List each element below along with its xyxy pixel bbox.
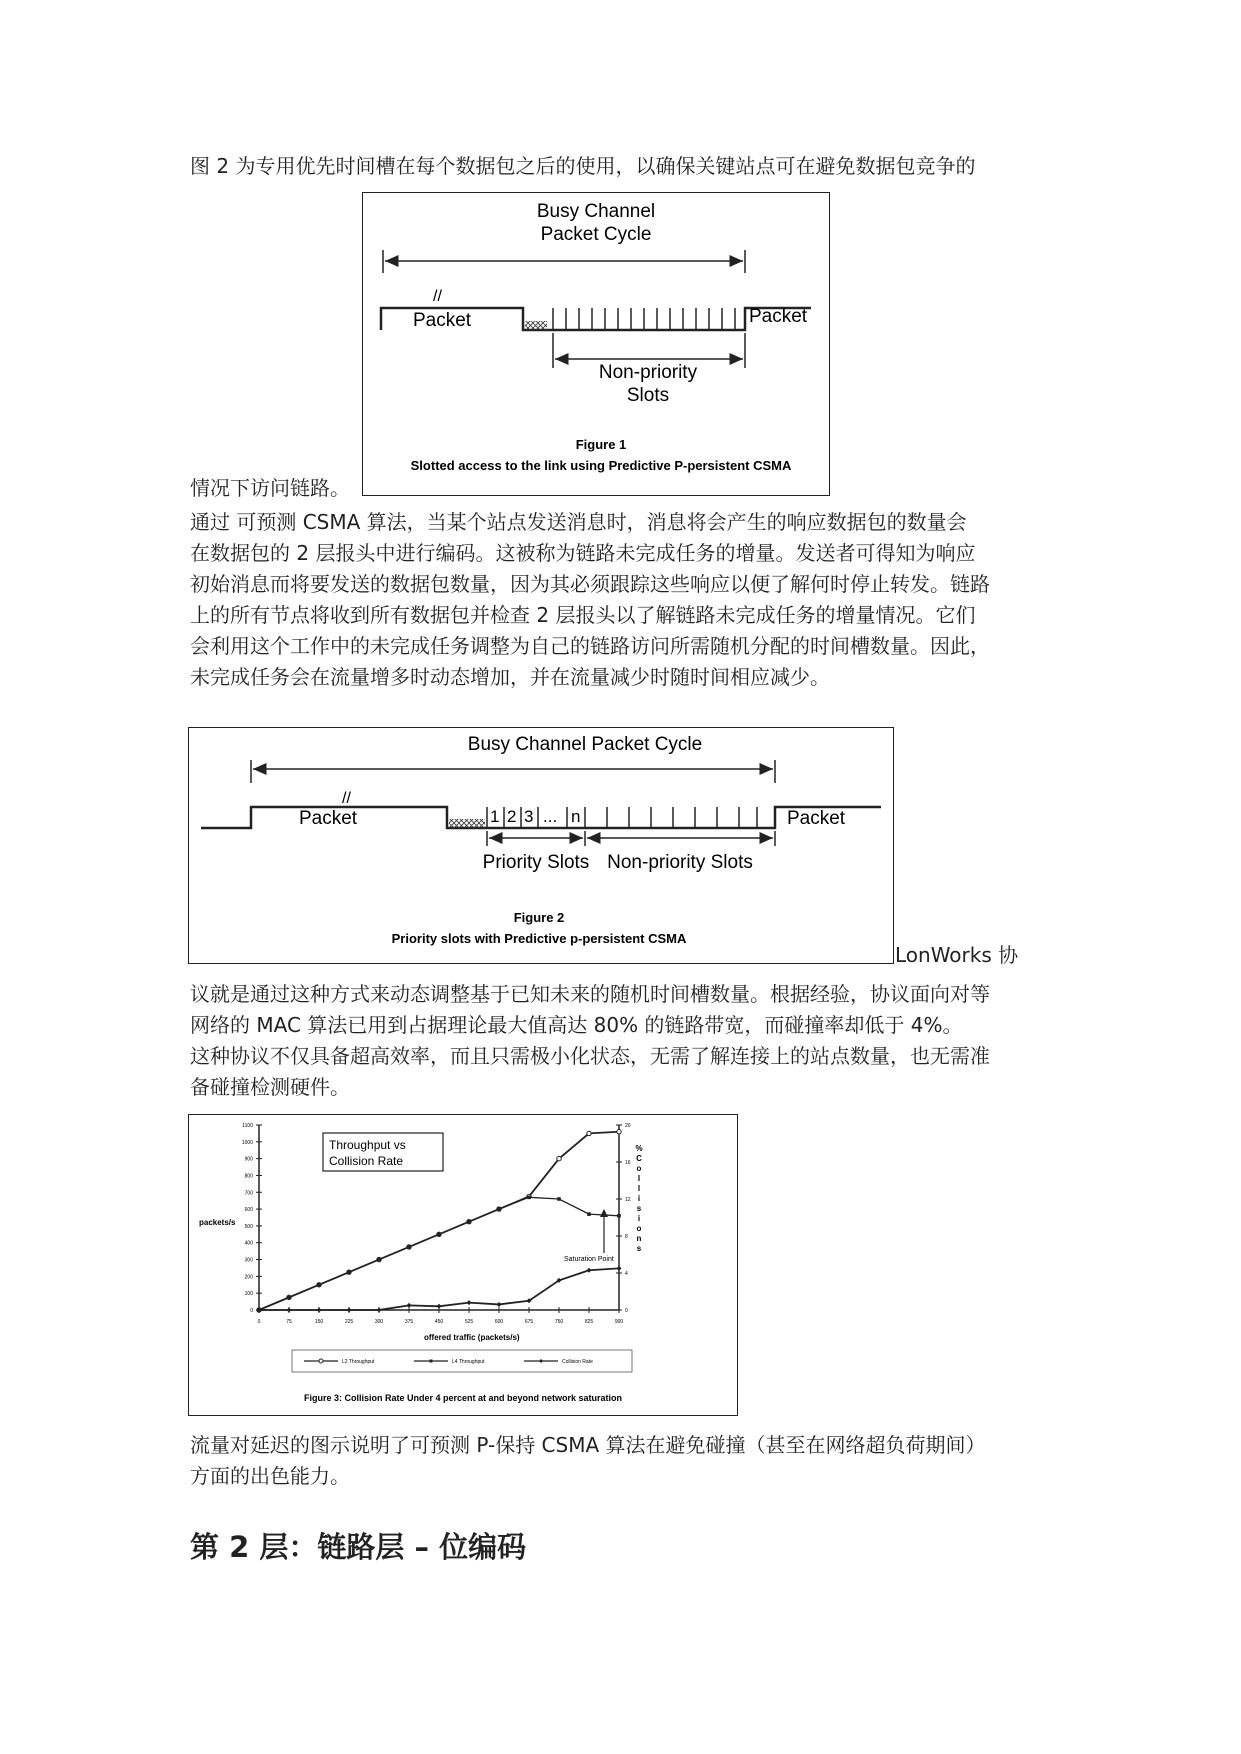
figure-1-slots bbox=[553, 308, 735, 330]
figure-1-title-line1: Busy Channel bbox=[536, 201, 656, 222]
chart-y2-label-char: s bbox=[636, 1244, 642, 1253]
chart-y-tick-label: 700 bbox=[244, 1190, 253, 1197]
figure-1-diagram bbox=[363, 193, 829, 495]
chart-x-tick-label: 525 bbox=[464, 1319, 474, 1325]
chart-point bbox=[497, 1207, 501, 1211]
chart-x-tick-label: 0 bbox=[257, 1319, 261, 1325]
lonworks-tail: LonWorks 协 bbox=[895, 943, 1019, 967]
chart-y2-tick-label: 20 bbox=[625, 1123, 631, 1129]
chart-point bbox=[467, 1300, 472, 1305]
chart-x-tick-label: 675 bbox=[524, 1319, 534, 1325]
chart-point bbox=[557, 1197, 561, 1201]
chart-point bbox=[347, 1308, 352, 1313]
chart-x-tick-label: 450 bbox=[434, 1319, 444, 1325]
figure-2-slot-label: n bbox=[571, 807, 581, 826]
figure-1-title-line2: Packet Cycle bbox=[540, 224, 652, 245]
chart-x-tick-label: 75 bbox=[286, 1319, 292, 1325]
chart-x-tick-label: 900 bbox=[614, 1319, 624, 1325]
figure-2-packet-right: Packet bbox=[787, 808, 846, 829]
chart-y-label: packets/s bbox=[199, 1218, 236, 1227]
chart-point bbox=[497, 1302, 502, 1307]
chart-point bbox=[617, 1214, 621, 1218]
chart-title: Throughput vs bbox=[329, 1138, 406, 1152]
figure-2-title: Busy Channel Packet Cycle bbox=[467, 734, 703, 755]
paragraph-4 bbox=[190, 1430, 1070, 1492]
figure-2-packet-left: Packet bbox=[299, 808, 358, 829]
chart-x-tick-label: 150 bbox=[314, 1319, 324, 1325]
figure-2-slot-label: 1 bbox=[490, 807, 500, 826]
chart-y-tick-label: 800 bbox=[244, 1173, 253, 1180]
chart-y2-label-char: s bbox=[636, 1204, 642, 1213]
chart-x-tick-label: 825 bbox=[584, 1319, 594, 1325]
chart-annotation: Saturation Point bbox=[564, 1256, 614, 1263]
figure-1-nonpriority-line1: Non-priority bbox=[598, 362, 698, 383]
chart-y2-tick-label: 16 bbox=[625, 1160, 631, 1166]
chart-point bbox=[407, 1245, 411, 1249]
chart-x-tick-label: 375 bbox=[404, 1319, 414, 1325]
figure-2-caption-text: Priority slots with Predictive p-persistent CSMA bbox=[391, 931, 687, 946]
chart-point bbox=[617, 1266, 622, 1271]
paragraph-3-line: 网络的 MAC 算法已用到占据理论最大值高达 80% 的链路带宽，而碰撞率却低于 4%。 bbox=[190, 1013, 963, 1037]
figure-1 bbox=[362, 192, 830, 496]
saturation-arrowhead bbox=[600, 1209, 608, 1217]
chart-y2-tick-label: 0 bbox=[625, 1308, 628, 1314]
chart-y2-label-char: l bbox=[637, 1174, 641, 1183]
paragraph-3 bbox=[190, 979, 1070, 1103]
chart-point bbox=[587, 1212, 591, 1216]
svg-text://: // bbox=[342, 790, 351, 807]
paragraph-3-line: 这种协议不仅具备超高效率，而且只需极小化状态，无需了解连接上的站点数量，也无需准 bbox=[190, 1044, 990, 1068]
chart-y-tick-label: 1000 bbox=[241, 1139, 253, 1146]
figure-1-packet-left: Packet bbox=[413, 310, 472, 331]
chart-x-label: offered traffic (packets/s) bbox=[424, 1333, 520, 1342]
paragraph-2-line: 在数据包的 2 层报头中进行编码。这被称为链路未完成任务的增量。发送者可得知为响应 bbox=[190, 541, 976, 565]
chart-point bbox=[377, 1258, 381, 1262]
chart-x-tick-label: 225 bbox=[344, 1319, 354, 1325]
chart-series-line bbox=[259, 1197, 619, 1310]
chart-y2-label-char: o bbox=[636, 1224, 642, 1233]
chart-point bbox=[287, 1308, 292, 1313]
chart-y2-label-char: i bbox=[637, 1194, 641, 1203]
svg-text://: // bbox=[433, 288, 442, 305]
figure-2-slot-label: 2 bbox=[507, 807, 517, 826]
chart-legend-marker bbox=[319, 1359, 323, 1363]
paragraph-3-line: 备碰撞检测硬件。 bbox=[190, 1075, 350, 1099]
chart-point bbox=[527, 1196, 531, 1200]
figure-2-slot-label: ... bbox=[543, 807, 558, 826]
figure-2-caption-title: Figure 2 bbox=[513, 910, 565, 925]
chart-y2-tick-label: 8 bbox=[625, 1234, 628, 1240]
figure-2-slot-label: 3 bbox=[524, 807, 534, 826]
chart-y-tick-label: 500 bbox=[244, 1223, 253, 1230]
paragraph-2 bbox=[190, 507, 1070, 693]
chart-y2-label-char: o bbox=[636, 1164, 642, 1173]
intro-line: 图 2 为专用优先时间槽在每个数据包之后的使用，以确保关键站点可在避免数据包竞争的 bbox=[190, 154, 976, 178]
figure-1-nonpriority-line2: Slots bbox=[626, 385, 670, 406]
throughput-chart bbox=[189, 1115, 737, 1415]
paragraph-2-line: 未完成任务会在流量增多时动态增加，并在流量减少时随时间相应减少。 bbox=[190, 665, 830, 689]
chart-point bbox=[587, 1268, 592, 1273]
figure-2 bbox=[188, 727, 894, 964]
chart-y2-label-char: % bbox=[635, 1144, 643, 1153]
chart-y-tick-label: 300 bbox=[244, 1257, 253, 1264]
figure-2-priority-label: Priority Slots bbox=[482, 852, 590, 873]
chart-y2-label-char: n bbox=[636, 1234, 642, 1243]
chart-series-line bbox=[259, 1268, 619, 1310]
figure-3 bbox=[188, 1114, 738, 1416]
chart-point bbox=[377, 1308, 382, 1313]
chart-point bbox=[317, 1308, 322, 1313]
chart-point bbox=[437, 1233, 441, 1237]
chart-x-tick-label: 750 bbox=[554, 1319, 564, 1325]
intro-tail: 情况下访问链路。 bbox=[190, 476, 350, 500]
chart-y2-label bbox=[635, 1144, 642, 1253]
chart-y2-tick-label: 4 bbox=[625, 1271, 628, 1277]
chart-point bbox=[317, 1283, 321, 1287]
chart-y2-label-char: i bbox=[637, 1214, 641, 1223]
chart-point bbox=[437, 1304, 442, 1309]
chart-x-tick-label: 600 bbox=[494, 1319, 504, 1325]
chart-point bbox=[287, 1296, 291, 1300]
chart-point bbox=[617, 1130, 621, 1134]
paragraph-4-line: 方面的出色能力。 bbox=[190, 1464, 350, 1488]
chart-y-tick-label: 900 bbox=[244, 1156, 253, 1163]
chart-legend-label: L4 Throughput bbox=[452, 1359, 485, 1365]
paragraph-3-line: 议就是通过这种方式来动态调整基于已知未来的随机时间槽数量。根据经验，协议面向对等 bbox=[190, 982, 990, 1006]
chart-point bbox=[587, 1131, 591, 1135]
chart-caption: Figure 3: Collision Rate Under 4 percent at and beyond network saturation bbox=[303, 1393, 623, 1403]
chart-y-tick-label: 100 bbox=[244, 1291, 253, 1298]
section-heading: 第 2 层：链路层 – 位编码 bbox=[190, 1530, 527, 1564]
chart-legend-label: Collision Rate bbox=[562, 1359, 593, 1365]
chart-y2-ticks bbox=[616, 1123, 631, 1314]
chart-point bbox=[347, 1270, 351, 1274]
chart-point bbox=[407, 1303, 412, 1308]
chart-point bbox=[467, 1220, 471, 1224]
figure-2-diagram bbox=[189, 728, 893, 963]
chart-y-tick-label: 200 bbox=[244, 1274, 253, 1281]
figure-2-nonpriority-label: Non-priority Slots bbox=[607, 852, 753, 873]
paragraph-2-line: 会利用这个工作中的未完成任务调整为自己的链路访问所需随机分配的时间槽数量。因此， bbox=[190, 634, 990, 658]
chart-y-tick-label: 400 bbox=[244, 1240, 253, 1247]
paragraph-4-line: 流量对延迟的图示说明了可预测 P-保持 CSMA 算法在避免碰撞（甚至在网络超负荷期间） bbox=[190, 1433, 986, 1457]
paragraph-2-line: 初始消息而将要发送的数据包数量，因为其必须跟踪这些响应以便了解何时停止转发。链路 bbox=[190, 572, 990, 596]
figure-1-packet-right: Packet bbox=[749, 306, 808, 327]
chart-y-tick-label: 0 bbox=[250, 1308, 253, 1314]
chart-y-tick-label: 1100 bbox=[242, 1123, 253, 1129]
chart-x-tick-label: 300 bbox=[374, 1319, 384, 1325]
chart-y2-label-char: C bbox=[636, 1154, 642, 1163]
chart-title-line2: Collision Rate bbox=[329, 1154, 404, 1168]
chart-y2-label-char: l bbox=[637, 1184, 641, 1193]
figure-1-caption-title: Figure 1 bbox=[575, 437, 627, 452]
chart-legend-label: L2 Throughput bbox=[342, 1359, 375, 1365]
chart-legend-marker bbox=[430, 1360, 433, 1363]
figure-1-caption-text: Slotted access to the link using Predictive P-persistent CSMA bbox=[410, 458, 792, 473]
chart-y2-tick-label: 12 bbox=[625, 1197, 631, 1203]
chart-y-tick-label: 600 bbox=[244, 1207, 253, 1214]
chart-point bbox=[557, 1156, 561, 1160]
paragraph-2-line: 上的所有节点将收到所有数据包并检查 2 层报头以了解链路未完成任务的增量情况。它们 bbox=[190, 603, 976, 627]
paragraph-2-line: 通过 可预测 CSMA 算法，当某个站点发送消息时，消息将会产生的响应数据包的数量会 bbox=[190, 510, 967, 534]
